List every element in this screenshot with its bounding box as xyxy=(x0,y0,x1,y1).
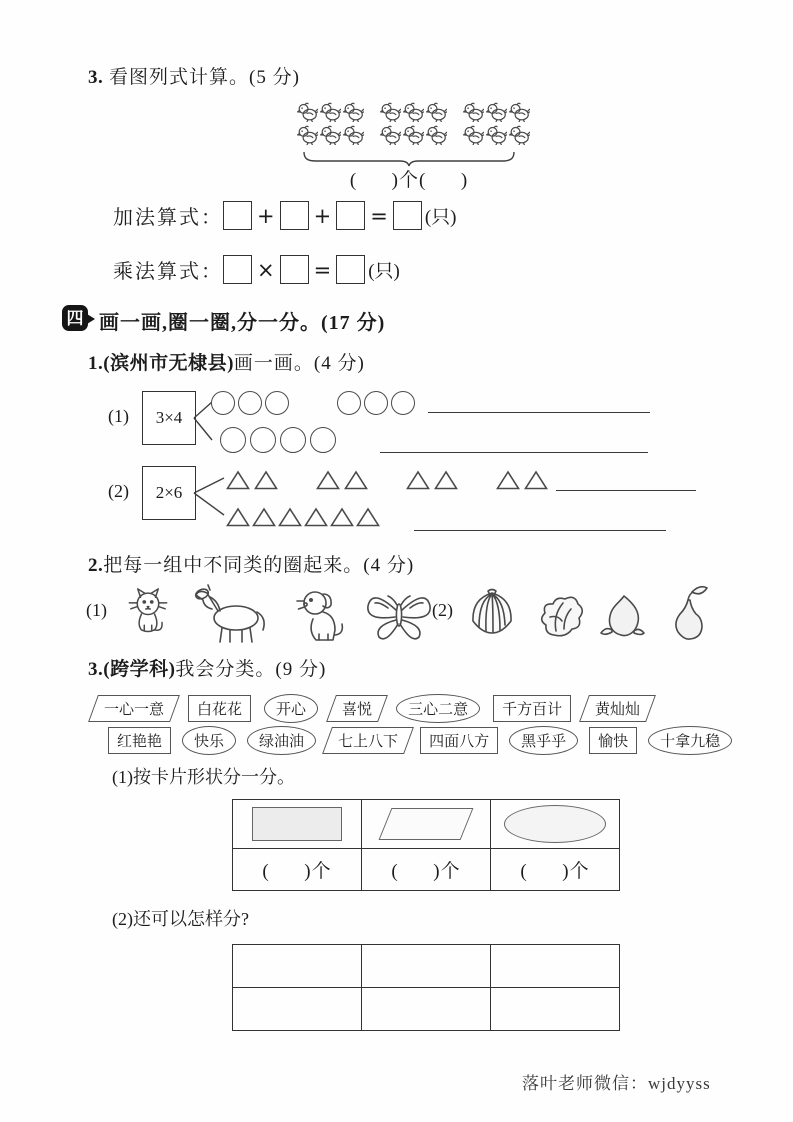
triangle-shape xyxy=(356,507,380,527)
addition-equation xyxy=(113,201,456,230)
peach-icon[interactable] xyxy=(598,590,650,642)
addition-unit: (只) xyxy=(424,207,457,228)
sub-question3-title: 3.(跨学科)我会分类。(9 分) xyxy=(88,659,327,680)
cat-icon[interactable] xyxy=(120,586,176,644)
section-title: 画一画,圈一圈,分一分。(17 分) xyxy=(99,311,386,334)
count-field[interactable]: ( )个 xyxy=(491,849,620,891)
table-row xyxy=(233,800,620,849)
triangle-pair xyxy=(496,470,548,490)
addition-box-2[interactable] xyxy=(280,201,309,230)
table-row xyxy=(233,988,620,1031)
ellipse-shape xyxy=(504,805,606,843)
table-cell-ellipse xyxy=(491,800,620,849)
bananas-icon[interactable] xyxy=(464,585,520,645)
free-sort-table xyxy=(232,944,620,1031)
chick-icon xyxy=(486,124,507,145)
answer-blank-line[interactable] xyxy=(428,411,650,413)
triangle-shape xyxy=(434,470,458,490)
pear-icon[interactable] xyxy=(666,584,710,644)
multiplication-box-2[interactable] xyxy=(280,255,309,284)
word-card: 白花花 xyxy=(188,695,251,722)
empty-answer-cell[interactable] xyxy=(491,945,620,988)
table-row xyxy=(233,849,620,891)
section-header xyxy=(62,305,385,335)
section-badge: 四 xyxy=(62,305,88,331)
question3-title: 3. 看图列式计算。(5 分) xyxy=(88,67,300,88)
parallelogram-shape xyxy=(379,808,474,840)
word-card: 绿油油 xyxy=(247,726,316,755)
chick-icon xyxy=(509,124,530,145)
circle-shape xyxy=(250,427,276,453)
circle-shape xyxy=(310,427,336,453)
answer-blank-line[interactable] xyxy=(380,451,648,453)
triangle-shape xyxy=(496,470,520,490)
table-cell-rectangle xyxy=(233,800,362,849)
word-card: 千方百计 xyxy=(493,695,571,722)
chick-group xyxy=(463,101,530,145)
sub-question2-title: 2.把每一组中不同类的圈起来。(4 分) xyxy=(88,555,415,576)
triangle-pair xyxy=(226,470,278,490)
chick-icon xyxy=(486,101,507,122)
plus-operator: + xyxy=(257,203,275,228)
shape-sort-table xyxy=(232,799,620,891)
empty-answer-cell[interactable] xyxy=(233,988,362,1031)
chick-icon xyxy=(426,101,447,122)
circles-top-row xyxy=(211,391,415,415)
chick-icon xyxy=(297,124,318,145)
multiplication-unit: (只) xyxy=(368,261,400,282)
answer-blank-line[interactable] xyxy=(556,489,696,491)
rectangle-shape xyxy=(252,807,342,841)
chick-group xyxy=(380,101,447,145)
chick-icon xyxy=(343,101,364,122)
chick-icon xyxy=(463,101,484,122)
answer-blank-line[interactable] xyxy=(414,529,666,531)
sub-question3-number: 3. xyxy=(88,659,104,680)
word-cards-row1 xyxy=(93,694,651,723)
table-cell-parallelogram xyxy=(362,800,491,849)
table-row xyxy=(233,945,620,988)
triangle-shape xyxy=(406,470,430,490)
multiplication-box-1[interactable] xyxy=(223,255,252,284)
addition-result-box[interactable] xyxy=(393,201,422,230)
circle-shape xyxy=(280,427,306,453)
horse-icon[interactable] xyxy=(190,584,280,646)
word-card: 快乐 xyxy=(182,726,236,755)
word-card: 愉快 xyxy=(589,727,637,754)
triangle-shape xyxy=(226,470,250,490)
chick-icon xyxy=(297,101,318,122)
chick-icon xyxy=(403,124,424,145)
word-card: 三心二意 xyxy=(396,694,480,723)
branch-lines-icon xyxy=(194,476,226,518)
chick-icon xyxy=(463,124,484,145)
cabbage-icon[interactable] xyxy=(536,587,586,643)
sub-question3-tag: (跨学科) xyxy=(103,659,176,680)
sub-question1-number: 1. xyxy=(88,353,104,374)
circle-shape xyxy=(265,391,289,415)
circle-shape xyxy=(364,391,388,415)
count-field[interactable]: ( )个 xyxy=(362,849,491,891)
chick-icon xyxy=(380,124,401,145)
item2-label: (2) xyxy=(108,481,129,501)
triangle-shape xyxy=(524,470,548,490)
circle-shape xyxy=(337,391,361,415)
chick-icon xyxy=(320,101,341,122)
word-card: 七上八下 xyxy=(322,727,414,754)
chick-count-field[interactable]: ( )个( ) xyxy=(349,170,469,191)
item1-label: (1) xyxy=(108,406,129,426)
addition-label: 加法算式： xyxy=(113,207,223,229)
empty-answer-cell[interactable] xyxy=(233,945,362,988)
word-card: 黄灿灿 xyxy=(579,695,656,722)
butterfly-icon[interactable] xyxy=(358,584,440,644)
chick-icon xyxy=(403,101,424,122)
circle-shape xyxy=(211,391,235,415)
triangle-shape xyxy=(254,470,278,490)
circle-shape xyxy=(238,391,262,415)
triangle-pair xyxy=(406,470,458,490)
chick-icon xyxy=(426,124,447,145)
word-card: 红艳艳 xyxy=(108,727,171,754)
word-cards-row2 xyxy=(108,726,732,755)
plus-operator: + xyxy=(313,203,332,228)
set2-label: (2) xyxy=(432,600,453,620)
count-field[interactable]: ( )个 xyxy=(233,849,362,891)
sub-question1-title: 1.(滨州市无棣县)画一画。(4 分) xyxy=(88,353,365,374)
empty-answer-cell[interactable] xyxy=(362,945,491,988)
word-card: 开心 xyxy=(264,694,318,723)
chick-icon xyxy=(343,124,364,145)
addition-box-1[interactable] xyxy=(223,201,252,230)
chick-group xyxy=(297,101,364,145)
word-card: 四面八方 xyxy=(420,727,498,754)
dog-icon[interactable] xyxy=(292,587,352,645)
multiplication-label: 乘法算式： xyxy=(113,261,223,283)
circle-shape xyxy=(391,391,415,415)
sub1-title: (1)按卡片形状分一分。 xyxy=(112,767,295,787)
sub2-title: (2)还可以怎样分? xyxy=(112,909,249,929)
triangle-shape xyxy=(278,507,302,527)
badge-arrow-icon xyxy=(87,314,95,324)
word-card: 黑乎乎 xyxy=(509,726,578,755)
multiplication-equation xyxy=(113,255,400,284)
chick-icon xyxy=(380,101,401,122)
circles-bottom-row xyxy=(220,427,336,453)
expression-box-3x4: 3×4 xyxy=(142,391,196,445)
chick-icon xyxy=(509,101,530,122)
question3-number: 3. xyxy=(88,67,104,88)
triangle-shape xyxy=(316,470,340,490)
times-operator: × xyxy=(257,257,275,282)
triangle-shape xyxy=(226,507,250,527)
footer-watermark: 落叶老师微信：wjdyyss xyxy=(522,1074,711,1093)
triangle-shape xyxy=(344,470,368,490)
chick-icon xyxy=(320,124,341,145)
sub-question1-source: (滨州市无棣县) xyxy=(103,353,234,374)
expression-box-2x6: 2×6 xyxy=(142,466,196,520)
triangle-shape xyxy=(252,507,276,527)
triangle-shape xyxy=(304,507,328,527)
triangles-bottom-row xyxy=(226,507,380,527)
chick-illustration xyxy=(297,101,530,145)
sub-question2-number: 2. xyxy=(88,555,104,576)
multiplication-result-box[interactable] xyxy=(336,255,365,284)
word-card: 十拿九稳 xyxy=(648,726,732,755)
triangle-shape xyxy=(330,507,354,527)
word-card: 一心一意 xyxy=(88,695,180,722)
word-card: 喜悦 xyxy=(326,695,388,722)
empty-answer-cell[interactable] xyxy=(362,988,491,1031)
equals-operator: = xyxy=(370,203,388,228)
triangle-pair xyxy=(316,470,368,490)
set1-label: (1) xyxy=(86,600,107,620)
equals-operator: = xyxy=(313,257,332,282)
addition-box-3[interactable] xyxy=(336,201,365,230)
circle-shape xyxy=(220,427,246,453)
empty-answer-cell[interactable] xyxy=(491,988,620,1031)
